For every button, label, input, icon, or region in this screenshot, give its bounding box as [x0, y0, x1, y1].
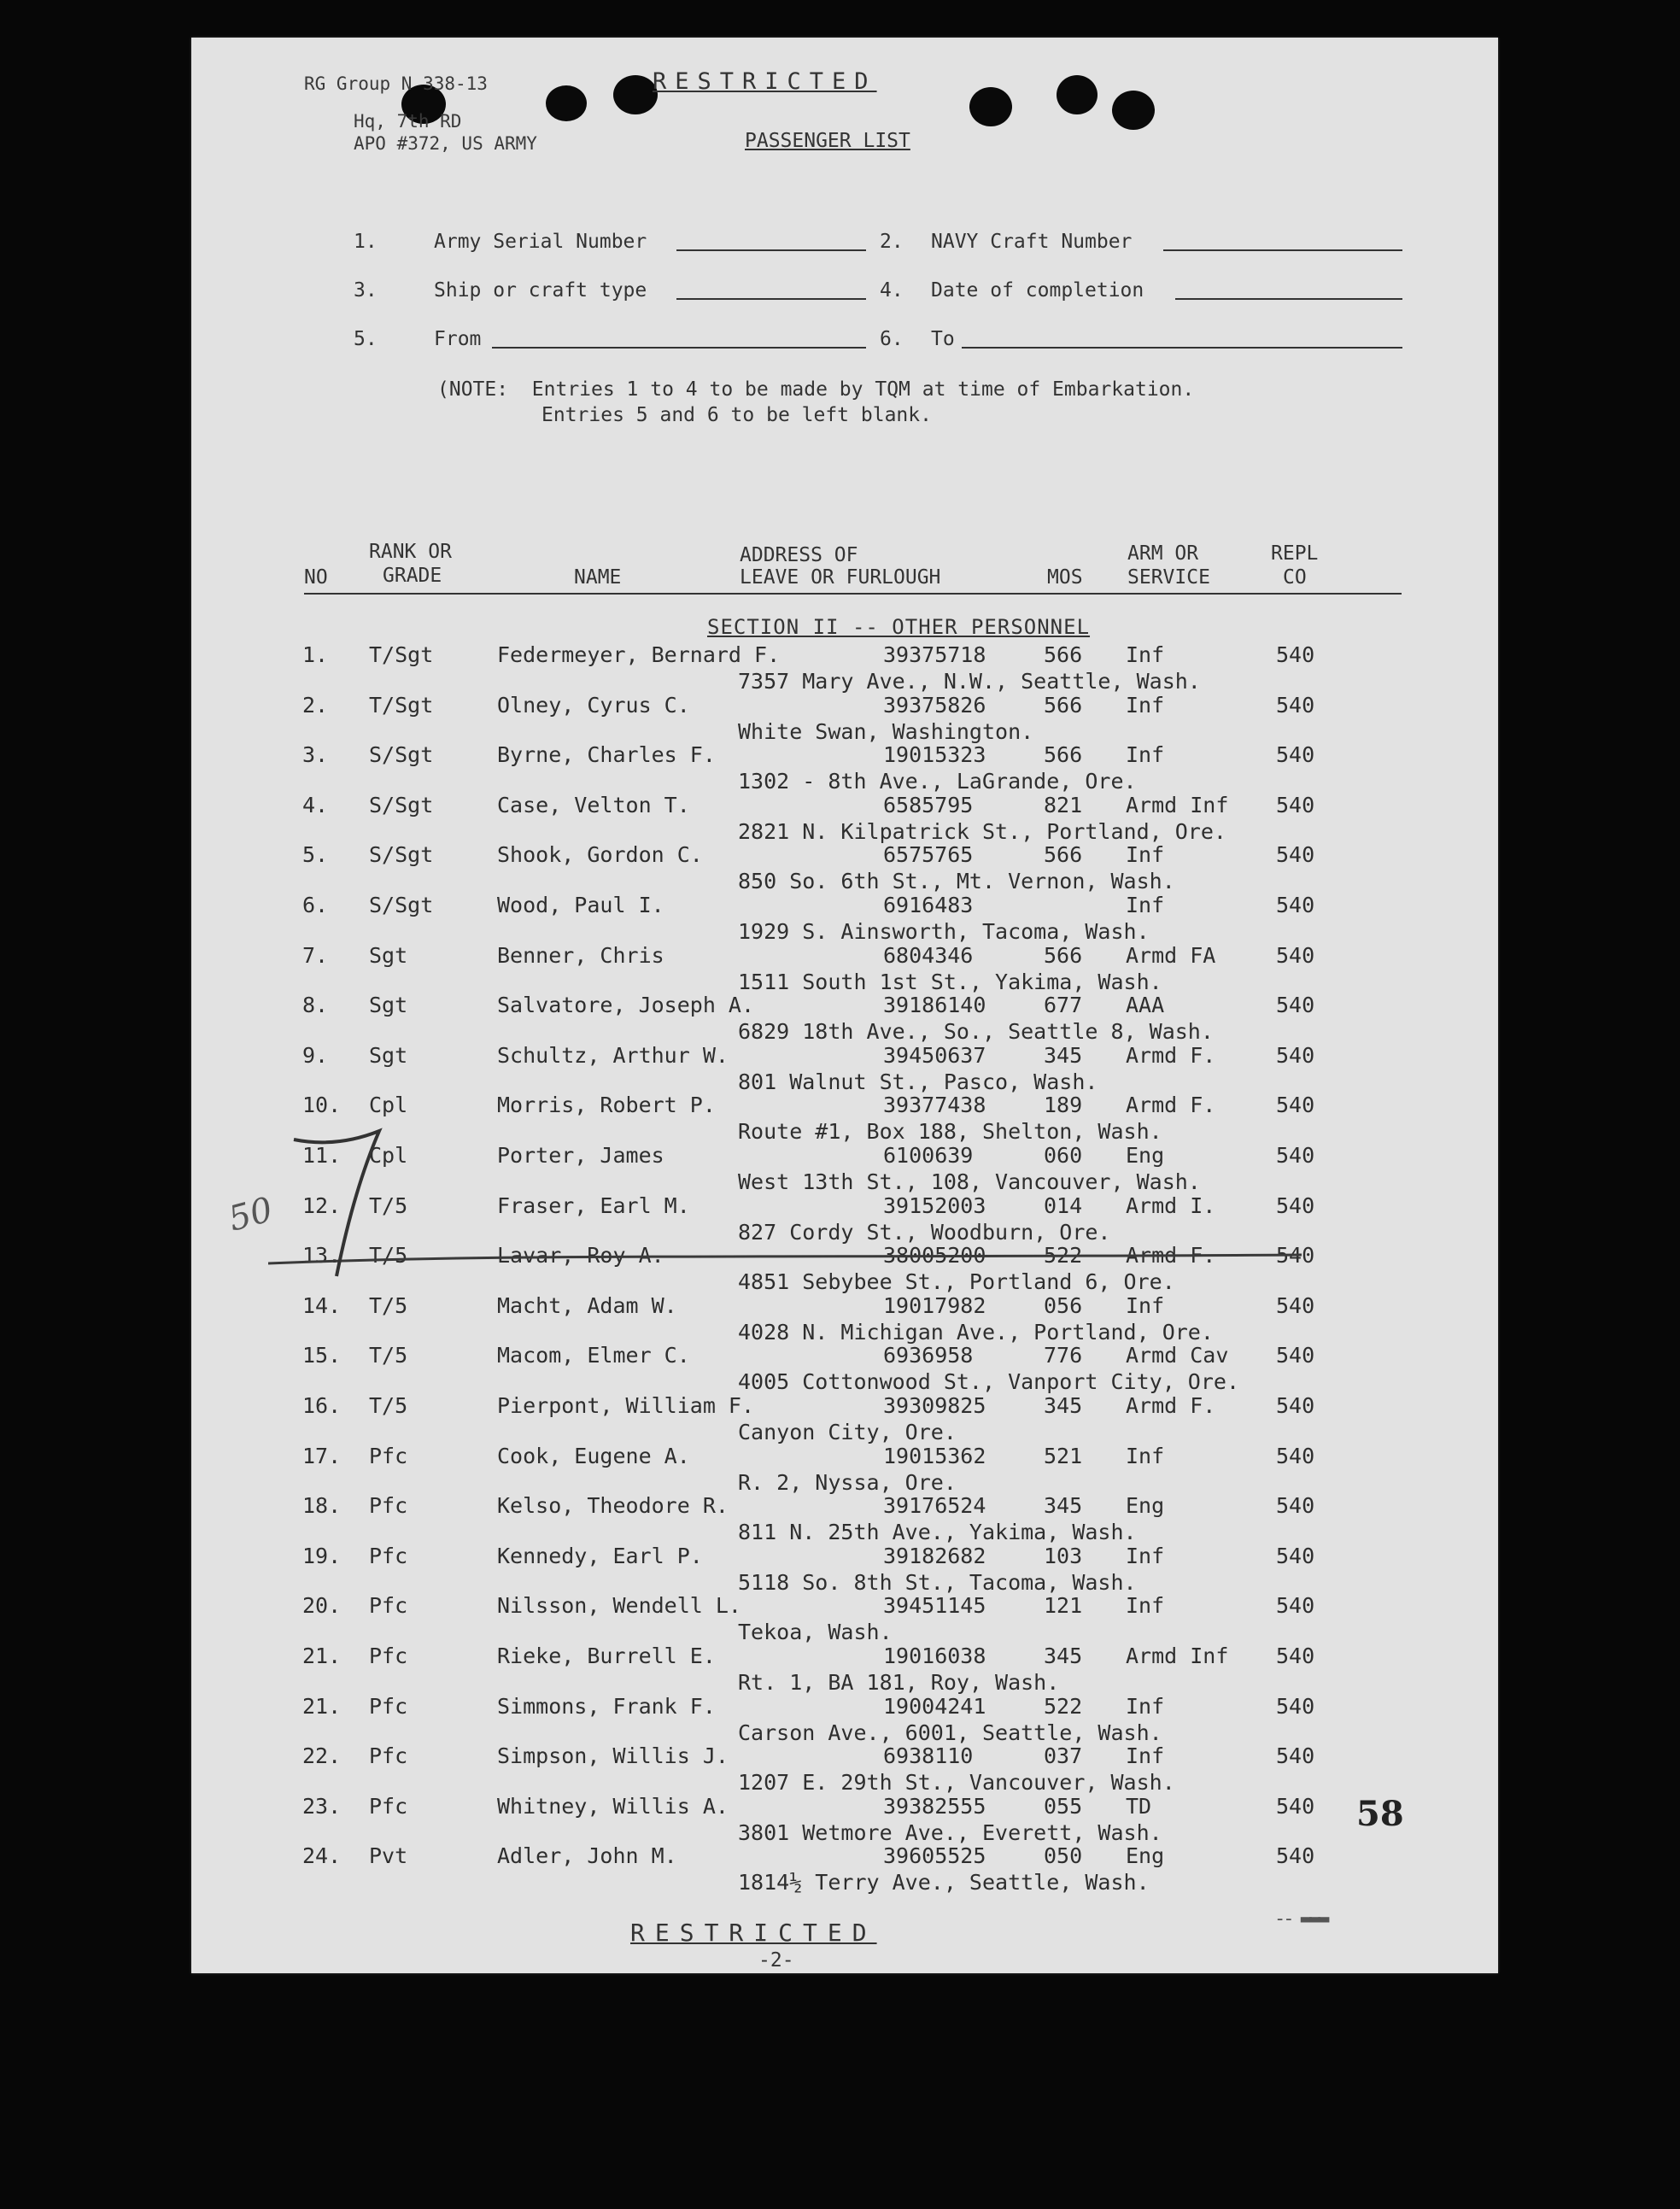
entry-repl-co: 540	[1276, 1593, 1315, 1619]
entry-repl-co: 540	[1276, 1243, 1315, 1269]
entry-arm: Inf	[1126, 1593, 1165, 1619]
entry-address: Canyon City, Ore.	[738, 1420, 957, 1444]
entry-serial: 39382555	[883, 1793, 986, 1819]
to-field[interactable]	[962, 328, 1402, 349]
entry-name: Simmons, Frank F.	[497, 1693, 716, 1719]
table-row	[191, 1043, 1498, 1094]
entry-mos: 103	[1044, 1543, 1083, 1568]
entry-name: Whitney, Willis A.	[497, 1793, 729, 1819]
entry-rank: S/Sgt	[369, 893, 434, 917]
entry-arm: Inf	[1126, 893, 1165, 917]
entry-serial: 39377438	[883, 1093, 986, 1118]
entry-serial: 19015323	[883, 742, 986, 768]
entry-serial: 39375718	[883, 642, 986, 667]
entry-mos: 056	[1044, 1292, 1083, 1318]
ship-type-field[interactable]	[676, 279, 866, 300]
entry-name: Pierpont, William F.	[497, 1393, 755, 1418]
entry-arm: Armd F.	[1126, 1093, 1216, 1118]
col-name: NAME	[574, 566, 622, 589]
col-rank-1: RANK OR	[369, 541, 452, 563]
army-serial-number-field[interactable]	[676, 231, 866, 251]
table-row	[191, 642, 1498, 694]
entry-repl-co: 540	[1276, 642, 1315, 667]
ink-smudge: -- ▬▬▬	[1274, 1908, 1327, 1930]
note-line-1: (NOTE: Entries 1 to 4 to be made by TQM at time of Embarkation.	[437, 378, 1195, 401]
entry-serial: 6100639	[883, 1143, 974, 1168]
entry-serial: 19015362	[883, 1443, 986, 1468]
entry-arm: Inf	[1126, 1543, 1165, 1568]
entry-rank: Sgt	[369, 1042, 408, 1068]
entry-serial: 39605525	[883, 1843, 986, 1869]
entry-address: Route #1, Box 188, Shelton, Wash.	[738, 1119, 1162, 1145]
field-number: 3.	[354, 279, 378, 302]
entry-address: 4005 Cottonwood St., Vanport City, Ore.	[738, 1369, 1239, 1395]
entry-mos: 521	[1044, 1443, 1083, 1468]
entry-number: 11.	[302, 1143, 342, 1168]
entry-serial: 19016038	[883, 1644, 986, 1668]
entry-repl-co: 540	[1276, 1042, 1315, 1068]
entry-name: Federmeyer, Bernard F.	[497, 642, 781, 667]
entry-name: Cook, Eugene A.	[497, 1443, 690, 1468]
entry-repl-co: 540	[1276, 1543, 1315, 1568]
entry-address: 827 Cordy St., Woodburn, Ore.	[738, 1219, 1111, 1245]
section-title: SECTION II -- OTHER PERSONNEL	[707, 615, 1091, 639]
entry-repl-co: 540	[1276, 1793, 1315, 1819]
entry-serial: 6936958	[883, 1343, 974, 1368]
note-line-2: Entries 5 and 6 to be left blank.	[541, 404, 932, 426]
navy-craft-number-field[interactable]	[1163, 231, 1402, 251]
entry-rank: S/Sgt	[369, 842, 434, 868]
entry-arm: Armd Cav	[1126, 1343, 1229, 1368]
table-row	[191, 1493, 1498, 1544]
entry-arm: Inf	[1126, 1292, 1165, 1318]
entry-rank: Pfc	[369, 1593, 408, 1619]
entry-rank: T/5	[369, 1243, 408, 1269]
col-no: NO	[304, 566, 328, 589]
entry-repl-co: 540	[1276, 1743, 1315, 1769]
entry-mos: 345	[1044, 1644, 1083, 1668]
form-row-1	[191, 231, 1498, 265]
page-stamp: 58	[1356, 1794, 1404, 1834]
header-rule	[304, 593, 1402, 595]
entry-number: 13.	[302, 1243, 342, 1269]
entry-repl-co: 540	[1276, 1143, 1315, 1168]
entry-number: 20.	[302, 1593, 342, 1619]
entry-number: 8.	[302, 993, 329, 1018]
entry-name: Kelso, Theodore R.	[497, 1493, 729, 1519]
table-row	[191, 1444, 1498, 1495]
entry-mos: 566	[1044, 942, 1083, 968]
entry-rank: Pfc	[369, 1443, 408, 1468]
army-serial-number-label: Army Serial Number	[434, 231, 647, 253]
restricted-header: RESTRICTED	[653, 68, 877, 95]
entry-mos: 055	[1044, 1793, 1083, 1819]
entry-arm: Eng	[1126, 1493, 1165, 1519]
entry-number: 21.	[302, 1693, 342, 1719]
entry-mos: 522	[1044, 1693, 1083, 1719]
entry-rank: S/Sgt	[369, 792, 434, 817]
entry-rank: Cpl	[369, 1093, 408, 1118]
entry-address: 7357 Mary Ave., N.W., Seattle, Wash.	[738, 669, 1201, 694]
entry-number: 10.	[302, 1093, 342, 1118]
entry-number: 12.	[302, 1192, 342, 1218]
entry-number: 23.	[302, 1793, 342, 1819]
entry-name: Simpson, Willis J.	[497, 1743, 729, 1769]
entry-mos: 345	[1044, 1493, 1083, 1519]
entry-rank: Cpl	[369, 1143, 408, 1168]
entry-repl-co: 540	[1276, 742, 1315, 768]
field-number: 2.	[880, 231, 904, 253]
entry-address: 2821 N. Kilpatrick St., Portland, Ore.	[738, 818, 1226, 844]
entry-number: 3.	[302, 742, 329, 768]
entry-address: 4028 N. Michigan Ave., Portland, Ore.	[738, 1319, 1214, 1345]
entry-name: Kennedy, Earl P.	[497, 1543, 703, 1568]
page-number: -2-	[758, 1949, 794, 1972]
entry-number: 7.	[302, 942, 329, 968]
entry-address: 1511 South 1st St., Yakima, Wash.	[738, 969, 1162, 994]
table-row	[191, 943, 1498, 994]
entry-arm: Armd F.	[1126, 1393, 1216, 1418]
entry-name: Nilsson, Wendell L.	[497, 1593, 741, 1619]
entry-mos: 821	[1044, 792, 1083, 817]
entry-number: 21.	[302, 1644, 342, 1668]
entry-name: Rieke, Burrell E.	[497, 1644, 716, 1668]
entry-repl-co: 540	[1276, 1093, 1315, 1118]
entry-rank: Pfc	[369, 1693, 408, 1719]
entry-number: 9.	[302, 1042, 329, 1068]
entry-arm: Armd Inf	[1126, 792, 1229, 817]
navy-craft-number-label: NAVY Craft Number	[931, 231, 1133, 253]
entry-arm: Armd F.	[1126, 1042, 1216, 1068]
entry-address: 1302 - 8th Ave., LaGrande, Ore.	[738, 769, 1137, 794]
pencil-mark	[341, 1148, 342, 1149]
entry-repl-co: 540	[1276, 792, 1315, 817]
entry-arm: Armd F.	[1126, 1243, 1216, 1269]
entry-number: 2.	[302, 692, 329, 718]
entry-number: 14.	[302, 1292, 342, 1318]
entry-address: Tekoa, Wash.	[738, 1620, 893, 1645]
entry-serial: 39450637	[883, 1042, 986, 1068]
entry-arm: Armd I.	[1126, 1192, 1216, 1218]
field-number: 6.	[880, 328, 904, 350]
entry-rank: T/5	[369, 1343, 408, 1368]
passenger-list-title: PASSENGER LIST	[745, 130, 910, 152]
entry-repl-co: 540	[1276, 942, 1315, 968]
entry-mos: 121	[1044, 1593, 1083, 1619]
punch-hole	[1112, 91, 1155, 130]
entry-repl-co: 540	[1276, 1292, 1315, 1318]
entry-mos: 050	[1044, 1843, 1083, 1869]
entry-arm: Inf	[1126, 1743, 1165, 1769]
entry-mos: 776	[1044, 1343, 1083, 1368]
to-label: To	[931, 328, 955, 350]
entry-arm: Inf	[1126, 842, 1165, 868]
entry-address: White Swan, Washington.	[738, 718, 1034, 744]
table-row	[191, 1694, 1498, 1745]
table-row	[191, 742, 1498, 794]
entry-address: 4851 Sebybee St., Portland 6, Ore.	[738, 1269, 1175, 1295]
punch-hole	[1057, 75, 1098, 114]
entry-number: 22.	[302, 1743, 342, 1769]
entry-rank: T/Sgt	[369, 642, 434, 667]
col-address-2: LEAVE OR FURLOUGH	[740, 566, 941, 589]
entry-number: 24.	[302, 1843, 342, 1869]
col-address-1: ADDRESS OF	[740, 544, 858, 566]
field-number: 4.	[880, 279, 904, 302]
punch-hole	[969, 87, 1012, 126]
entry-repl-co: 540	[1276, 1393, 1315, 1418]
entry-address: 1929 S. Ainsworth, Tacoma, Wash.	[738, 919, 1150, 944]
entry-rank: S/Sgt	[369, 742, 434, 768]
entry-arm: Inf	[1126, 692, 1165, 718]
entry-address: 850 So. 6th St., Mt. Vernon, Wash.	[738, 869, 1175, 894]
entry-repl-co: 540	[1276, 1843, 1315, 1869]
col-repl-1: REPL	[1271, 542, 1319, 565]
entry-name: Macht, Adam W.	[497, 1292, 677, 1318]
entry-name: Adler, John M.	[497, 1843, 677, 1869]
entry-mos: 014	[1044, 1192, 1083, 1218]
entry-serial: 39152003	[883, 1192, 986, 1218]
entry-serial: 6804346	[883, 942, 974, 968]
entry-serial: 39309825	[883, 1393, 986, 1418]
entry-serial: 19004241	[883, 1693, 986, 1719]
entry-rank: T/5	[369, 1393, 408, 1418]
table-row	[191, 793, 1498, 844]
entry-address: 811 N. 25th Ave., Yakima, Wash.	[738, 1520, 1137, 1545]
entry-arm: Inf	[1126, 1443, 1165, 1468]
entry-serial: 39182682	[883, 1543, 986, 1568]
col-mos: MOS	[1047, 566, 1083, 589]
table-row	[191, 893, 1498, 944]
table-row	[191, 842, 1498, 894]
entry-rank: Sgt	[369, 942, 408, 968]
entry-serial: 38005200	[883, 1243, 986, 1269]
entry-mos: 566	[1044, 642, 1083, 667]
table-row	[191, 1743, 1498, 1795]
entry-name: Wood, Paul I.	[497, 893, 664, 917]
entry-serial: 6916483	[883, 893, 974, 917]
table-row	[191, 1343, 1498, 1394]
entry-serial: 6585795	[883, 792, 974, 817]
punch-hole	[546, 85, 587, 121]
table-row	[191, 1843, 1498, 1895]
entry-mos: 522	[1044, 1243, 1083, 1269]
entry-arm: Armd Inf	[1126, 1644, 1229, 1668]
entry-name: Morris, Robert P.	[497, 1093, 716, 1118]
entry-mos: 566	[1044, 842, 1083, 868]
entry-repl-co: 540	[1276, 893, 1315, 917]
form-row-3	[191, 328, 1498, 362]
margin-note: 50	[224, 1190, 277, 1239]
entry-serial: 39451145	[883, 1593, 986, 1619]
entry-name: Macom, Elmer C.	[497, 1343, 690, 1368]
entry-arm: Inf	[1126, 642, 1165, 667]
entry-arm: Eng	[1126, 1843, 1165, 1869]
entry-rank: Pfc	[369, 1644, 408, 1668]
entry-repl-co: 540	[1276, 1493, 1315, 1519]
entry-address: Rt. 1, BA 181, Roy, Wash.	[738, 1670, 1060, 1695]
from-field[interactable]	[492, 328, 866, 349]
entry-repl-co: 540	[1276, 842, 1315, 868]
entry-mos: 037	[1044, 1743, 1083, 1769]
entry-repl-co: 540	[1276, 1693, 1315, 1719]
entry-repl-co: 540	[1276, 1443, 1315, 1468]
entry-rank: Pfc	[369, 1743, 408, 1769]
entry-name: Byrne, Charles F.	[497, 742, 716, 768]
entry-number: 19.	[302, 1543, 342, 1568]
entry-address: 3801 Wetmore Ave., Everett, Wash.	[738, 1819, 1162, 1845]
col-arm-1: ARM OR	[1127, 542, 1199, 565]
entry-rank: T/Sgt	[369, 692, 434, 718]
table-row	[191, 1593, 1498, 1644]
restricted-footer: RESTRICTED	[630, 1919, 877, 1947]
table-row	[191, 1544, 1498, 1595]
table-row	[191, 993, 1498, 1044]
entry-name: Schultz, Arthur W.	[497, 1042, 729, 1068]
entry-number: 4.	[302, 792, 329, 817]
entry-name: Fraser, Earl M.	[497, 1192, 690, 1218]
entry-number: 18.	[302, 1493, 342, 1519]
col-repl-2: CO	[1283, 566, 1307, 589]
strike-through-line	[268, 1246, 1302, 1272]
entry-rank: T/5	[369, 1292, 408, 1318]
entry-serial: 39176524	[883, 1493, 986, 1519]
table-row	[191, 1393, 1498, 1444]
entry-number: 1.	[302, 642, 329, 667]
from-label: From	[434, 328, 482, 350]
pencil-mark-graphic	[277, 1114, 388, 1285]
date-of-completion-label: Date of completion	[931, 279, 1144, 302]
table-row	[191, 1293, 1498, 1345]
entry-rank: T/5	[369, 1192, 408, 1218]
entry-arm: Inf	[1126, 1693, 1165, 1719]
entry-name: Case, Velton T.	[497, 792, 690, 817]
entry-mos: 677	[1044, 993, 1083, 1018]
entry-rank: Pvt	[369, 1843, 408, 1869]
entry-mos: 566	[1044, 742, 1083, 768]
entry-address: 6829 18th Ave., So., Seattle 8, Wash.	[738, 1019, 1214, 1045]
entry-number: 16.	[302, 1393, 342, 1418]
ship-type-label: Ship or craft type	[434, 279, 647, 302]
table-row	[191, 693, 1498, 744]
entry-address: West 13th St., 108, Vancouver, Wash.	[738, 1169, 1201, 1194]
entry-address: 5118 So. 8th St., Tacoma, Wash.	[738, 1569, 1137, 1595]
entry-repl-co: 540	[1276, 1192, 1315, 1218]
entry-serial: 6938110	[883, 1743, 974, 1769]
field-number: 5.	[354, 328, 378, 350]
entry-rank: Pfc	[369, 1543, 408, 1568]
document-page	[191, 38, 1498, 1973]
entry-serial: 39186140	[883, 993, 986, 1018]
entry-address: R. 2, Nyssa, Ore.	[738, 1469, 957, 1495]
entry-rank: Pfc	[369, 1793, 408, 1819]
hq-line: Hq, 7th RD	[354, 111, 462, 132]
record-group: RG Group N 338-13	[304, 73, 488, 94]
entry-repl-co: 540	[1276, 692, 1315, 718]
form-row-2	[191, 279, 1498, 313]
entry-arm: Inf	[1126, 742, 1165, 768]
entry-arm: Armd FA	[1126, 942, 1216, 968]
entry-address: 1207 E. 29th St., Vancouver, Wash.	[738, 1770, 1175, 1796]
date-of-completion-field[interactable]	[1175, 279, 1402, 300]
entry-name: Benner, Chris	[497, 942, 664, 968]
entry-name: Olney, Cyrus C.	[497, 692, 690, 718]
entry-repl-co: 540	[1276, 1644, 1315, 1668]
apo-line: APO #372, US ARMY	[354, 133, 537, 154]
entry-address: 1814½ Terry Ave., Seattle, Wash.	[738, 1870, 1150, 1896]
entry-address: Carson Ave., 6001, Seattle, Wash.	[738, 1720, 1162, 1745]
entry-number: 17.	[302, 1443, 342, 1468]
entry-arm: Eng	[1126, 1143, 1165, 1168]
entry-number: 5.	[302, 842, 329, 868]
entry-name: Porter, James	[497, 1143, 664, 1168]
col-rank-2: GRADE	[383, 565, 442, 587]
table-row	[191, 1644, 1498, 1695]
entry-repl-co: 540	[1276, 1343, 1315, 1368]
table-row	[191, 1794, 1498, 1845]
field-number: 1.	[354, 231, 378, 253]
entry-serial: 39375826	[883, 692, 986, 718]
entry-serial: 6575765	[883, 842, 974, 868]
entry-rank: Pfc	[369, 1493, 408, 1519]
entry-rank: Sgt	[369, 993, 408, 1018]
entry-name: Shook, Gordon C.	[497, 842, 703, 868]
entry-mos: 566	[1044, 692, 1083, 718]
entry-arm: AAA	[1126, 993, 1165, 1018]
entry-mos: 345	[1044, 1042, 1083, 1068]
entry-mos: 189	[1044, 1093, 1083, 1118]
entry-mos: 060	[1044, 1143, 1083, 1168]
col-arm-2: SERVICE	[1127, 566, 1210, 589]
entry-name: Lavar, Roy A.	[497, 1243, 664, 1269]
entry-serial: 19017982	[883, 1292, 986, 1318]
entry-name: Salvatore, Joseph A.	[497, 993, 755, 1018]
entry-number: 15.	[302, 1343, 342, 1368]
entry-arm: TD	[1126, 1793, 1152, 1819]
entry-address: 801 Walnut St., Pasco, Wash.	[738, 1069, 1098, 1094]
entry-number: 6.	[302, 893, 329, 917]
entry-repl-co: 540	[1276, 993, 1315, 1018]
entry-mos: 345	[1044, 1393, 1083, 1418]
punch-hole	[613, 75, 658, 114]
